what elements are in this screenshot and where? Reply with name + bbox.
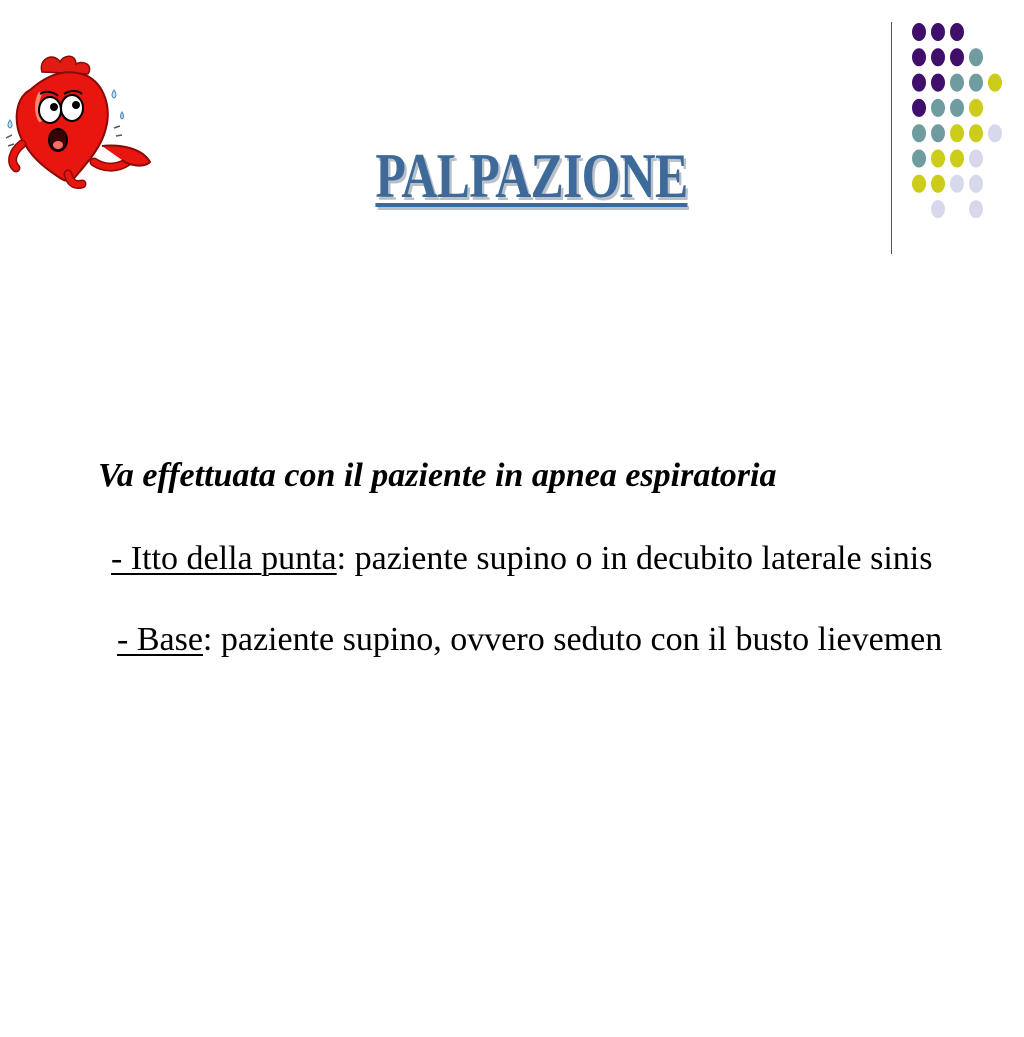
decorative-dot — [931, 200, 945, 218]
decorative-dot — [969, 124, 983, 142]
bullet-itto-della-punta — [111, 540, 932, 578]
decorative-dot — [931, 175, 945, 193]
decorative-dot — [931, 23, 945, 41]
decorative-dot — [969, 200, 983, 218]
decorative-dot — [912, 74, 926, 92]
bullet-base — [117, 621, 942, 659]
slide-title: PALPAZIONE — [375, 140, 688, 211]
decorative-dot — [969, 175, 983, 193]
decorative-dot — [969, 74, 983, 92]
decorative-dot — [950, 124, 964, 142]
decorative-dot — [931, 48, 945, 66]
decorative-dot — [931, 150, 945, 168]
decorative-dot — [912, 23, 926, 41]
decorative-dot — [950, 175, 964, 193]
decorative-dot — [950, 150, 964, 168]
decorative-dot — [969, 99, 983, 117]
bullet-text: : paziente supino, ovvero seduto con il busto lievemen — [202, 621, 943, 658]
decorative-dot — [912, 150, 926, 168]
bullet-term: - Base — [117, 621, 203, 658]
decorative-dot-grid — [906, 20, 1024, 230]
decorative-dot — [969, 48, 983, 66]
decorative-dot — [912, 175, 926, 193]
decorative-dot — [912, 48, 926, 66]
decorative-dot — [950, 48, 964, 66]
decorative-dot — [988, 74, 1002, 92]
decorative-dot — [950, 23, 964, 41]
intro-text: Va effettuata con il paziente in apnea espiratoria — [98, 457, 777, 494]
scared-heart-cartoon-icon — [2, 50, 154, 192]
decorative-dot — [950, 74, 964, 92]
decorative-dot — [988, 124, 1002, 142]
decorative-dot — [931, 74, 945, 92]
bullet-text: : paziente supino o in decubito laterale sinis — [336, 540, 933, 577]
decorative-dot — [912, 124, 926, 142]
bullet-term: - Itto della punta — [111, 540, 337, 577]
decorative-dot — [950, 99, 964, 117]
decorative-divider — [891, 22, 892, 254]
decorative-dot — [912, 99, 926, 117]
decorative-dot — [931, 99, 945, 117]
decorative-dot — [969, 150, 983, 168]
decorative-dot — [931, 124, 945, 142]
